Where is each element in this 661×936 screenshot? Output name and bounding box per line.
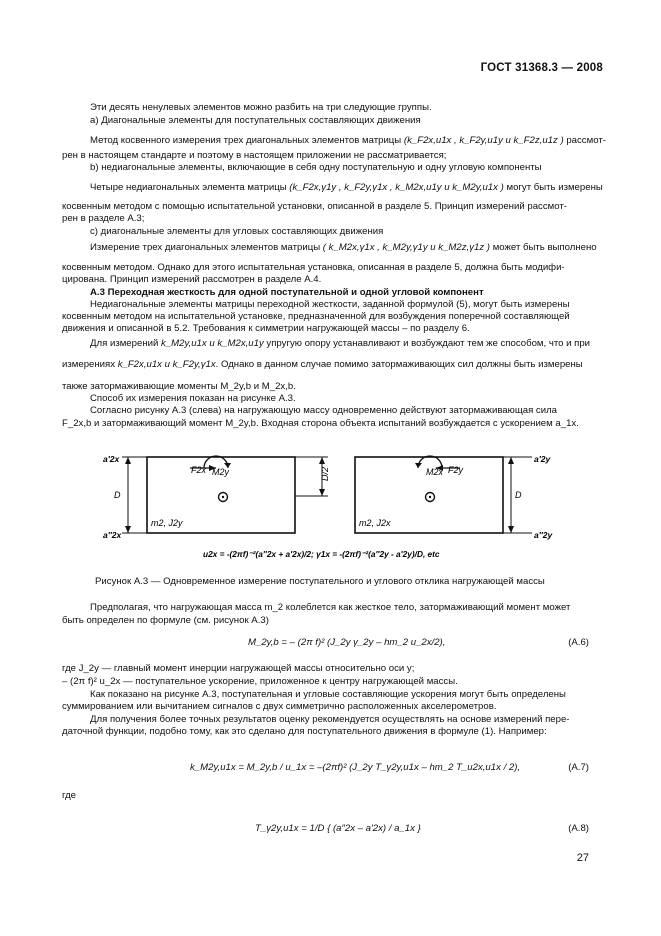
arrowhead [319,457,325,464]
label-f2x: F2x [191,465,207,475]
label-a2x-bottom: a″2x [103,530,122,540]
figure-diagram [100,446,560,564]
paragraph-line: Как показано на рисунке А.3, поступательная и угловые составляющие ускорения могут быть определены [90,689,566,700]
paragraph-line: Предполагая, что нагружающая масса m_2 колеблется как жесткое тело, затормаживающий момент может [90,602,571,613]
equation-a6: M_2y,b = – (2π f)² (J_2y γ_2y – hm_2 u_2x/2), [248,637,446,648]
paragraph-line: косвенным методом на испытательной установке, предназначенной для возбуждения поперечной составляющей [62,311,570,322]
arrowhead [415,463,422,468]
paragraph-line: суммированием или вычитанием сигналов с двух симметрично расположенных акселерометров. [62,701,497,712]
paragraph-line: Метод косвенного измерения трех диагональных элементов матрицы (k_F2x,u1x , k_F2y,u1y и k_F2z,u1z ) рассмот- [90,135,606,146]
arrowhead [319,489,325,496]
label-f2y: F2y [448,465,464,475]
paragraph-line: также затормаживающие моменты M_2y,b и M_2x,b. [62,381,296,392]
paragraph-line: Недиагональные элементы матрицы переходной жесткости, заданной формулой (5), могут быть измерены [90,299,570,310]
math-expression: (k_F2x,γ1y , k_F2y,γ1x , k_M2x,u1y и k_M2y,u1x ) [289,182,504,193]
page-number: 27 [576,852,589,864]
paragraph-line: b) недиагональные элементы, включающие в себя одну поступательную и одну угловую компоненты [90,162,542,173]
paragraph-line: Эти десять ненулевых элементов можно разбить на три следующие группы. [90,102,432,113]
paragraph-line: – (2π f)² u_2x — поступательное ускорение, приложенное к центру нагружающей массы. [62,676,458,687]
equation-number: (А.8) [568,823,589,834]
figure-formula: u2x = -(2πf)⁻²(a″2x + a′2x)/2; γ1x = -(2πf)⁻²(a″2y - a′2y)/D, etc [203,549,440,559]
label-d: D [515,490,522,500]
paragraph-line: цирована. Принцип измерений рассмотрен в разделе А.4. [62,274,322,285]
label-m2x: M2x [426,467,444,477]
arrowhead [125,526,131,533]
label-m2-j2y: m2, J2y [151,518,183,528]
center-mass-dot [222,496,224,498]
paragraph-line: c) диагональные элементы для угловых составляющих движения [90,226,384,237]
arrowhead [508,526,514,533]
paragraph-line: а) Диагональные элементы для поступательных составляющих движения [90,115,421,126]
equation-a8: T_γ2y,u1x = 1/D { (a″2x – a′2x) / a_1x } [255,823,421,834]
equation-a7: k_M2y,u1x = M_2y,b / u_1x = –(2πf)² (J_2y T_γ2y,u1x – hm_2 T_u2x,u1x / 2), [190,762,521,773]
equation-number: (А.6) [568,637,589,648]
paragraph-line: косвенным методом. Однако для этого испытательная установка, описанная в разделе 5, должна быть модифи- [62,262,565,273]
label-a2y-top: a′2y [534,454,551,464]
paragraph-line: где J_2y — главный момент инерции нагружающей массы относительно оси y; [62,663,415,674]
math-expression: k_F2x,u1x и k_F2y,γ1x [117,359,216,370]
label-a2y-bottom: a″2y [534,530,553,540]
arrowhead [125,457,131,464]
math-expression: k_M2y,u1x и k_M2x,u1y [161,338,264,349]
figure-caption: Рисунок А.3 — Одновременное измерение поступательного и углового отклика нагружающей массы [95,576,545,587]
paragraph-line: Для измерений k_M2y,u1x и k_M2x,u1y упругую опору устанавливают и возбуждают тем же способом, что и при [90,338,591,349]
section-heading: А.3 Переходная жесткость для одной поступательной и одной угловой компонент [90,287,484,298]
paragraph-line: движения и описанной в 5.2. Требования к симметрии нагружающей массы – по разделу 6. [62,323,470,334]
document-header: ГОСТ 31368.3 — 2008 [480,62,603,74]
paragraph-line: F_2x,b и затормаживающий момент M_2y,b. Входная сторона объекта испытаний возбуждается с ускорением a_1x. [62,418,579,429]
arrowhead [508,457,514,464]
paragraph-line: где [62,790,77,801]
paragraph-line: Для получения более точных результатов оценку рекомендуется осуществлять на основе измерений пере- [90,714,570,725]
label-m2-j2x: m2, J2x [359,518,391,528]
label-d: D [114,490,121,500]
paragraph-line: Измерение трех диагональных элементов матрицы ( k_M2x,γ1x , k_M2y,γ1y и k_M2z,γ1z ) может быть выполнено [90,242,597,253]
paragraph-line: Согласно рисунку А.3 (слева) на нагружающую массу одновременно действуют затормаживающая сила [90,405,558,416]
paragraph-line: косвенным методом с помощью испытательной установки, описанной в разделе 5. Принцип измерений рассмот- [62,201,567,212]
math-expression: (k_F2x,u1x , k_F2y,u1y и k_F2z,u1z ) [403,135,564,146]
label-d-half: D/2 [320,466,330,481]
label-a2x-top: a′2x [103,454,120,464]
paragraph-line: Четыре недиагональных элемента матрицы (k_F2x,γ1y , k_F2y,γ1x , k_M2x,u1y и k_M2y,u1x ) могут быть измерены [90,182,603,193]
paragraph-line: измерениях k_F2x,u1x и k_F2y,γ1x. Однако в данном случае помимо затормаживающих сил должны быть измерены [62,359,583,370]
paragraph-line: рен в разделе А.3; [62,213,145,224]
paragraph-line: рен в настоящем стандарте и поэтому в настоящем приложении не рассматривается; [62,150,447,161]
equation-number: (А.7) [568,762,589,773]
label-m2y: M2y [212,467,230,477]
paragraph-line: Способ их измерения показан на рисунке А.3. [90,393,296,404]
center-mass-dot [429,496,431,498]
paragraph-line: даточной функции, подобно тому, как это сделано для поступательного движения в формуле (1). Например: [62,726,547,737]
math-expression: ( k_M2x,γ1x , k_M2y,γ1y и k_M2z,γ1z ) [322,242,491,253]
paragraph-line: быть определен по формуле (см. рисунок А.3) [62,615,269,626]
